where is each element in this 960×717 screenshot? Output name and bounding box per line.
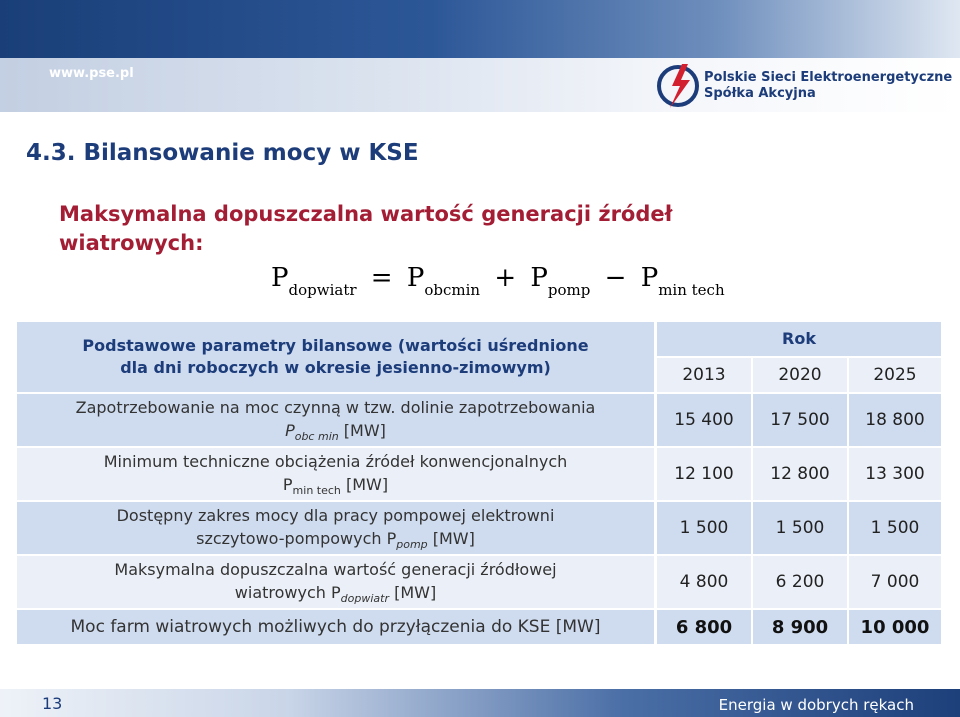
subtitle-line1: Maksymalna dopuszczalna wartość generacji źródeł — [59, 202, 673, 226]
row-label-demand-valley — [17, 394, 654, 446]
summary-value-cell: 8 900 — [753, 610, 847, 644]
lightning-logo-icon — [656, 62, 700, 110]
row-label-unit: [MW] — [338, 421, 386, 440]
formula-lhs-sub: dopwiatr — [288, 281, 357, 299]
row-label-line2 — [117, 527, 555, 552]
value-cell: 15 400 — [657, 394, 751, 446]
company-logo — [656, 60, 956, 112]
summary-value-cell: 10 000 — [849, 610, 941, 644]
formula-equals: = — [370, 263, 393, 293]
value-cell: 1 500 — [753, 502, 847, 554]
value-cell: 12 100 — [657, 448, 751, 500]
year-header-2013: 2013 — [657, 358, 751, 392]
table-row — [17, 394, 941, 446]
row-label-unit: [MW] — [388, 583, 437, 602]
value-cell: 1 500 — [657, 502, 751, 554]
table-header-line2: dla dni roboczych w okresie jesienno-zimowym) — [120, 358, 551, 377]
table-row — [17, 502, 941, 554]
table-summary-row — [17, 610, 941, 644]
formula-term3: P — [640, 263, 659, 293]
value-cell: 18 800 — [849, 394, 941, 446]
table-header-label — [17, 322, 654, 392]
footer-slogan: Energia w dobrych rękach — [718, 696, 914, 714]
row-label-unit: [MW] — [340, 475, 389, 494]
company-name — [704, 70, 952, 102]
table-header-row — [17, 322, 941, 392]
row-label-symbol: wiatrowych P — [234, 583, 341, 602]
value-cell: 12 800 — [753, 448, 847, 500]
formula-term1: P — [406, 263, 425, 293]
formula-minus: − — [604, 263, 627, 293]
formula-lhs: P — [271, 263, 289, 293]
year-group-header — [657, 322, 941, 356]
value-cell: 4 800 — [657, 556, 751, 608]
row-label-subscript: dopwiatr — [340, 592, 389, 605]
company-name-line2: Spółka Akcyjna — [704, 86, 816, 101]
row-label-line1: Zapotrzebowanie na moc czynną w tzw. dolinie zapotrzebowania — [75, 398, 596, 417]
row-label-subscript: pomp — [396, 538, 428, 551]
row-label-min-tech — [17, 448, 654, 500]
value-cell: 6 200 — [753, 556, 847, 608]
formula-term2-sub: pomp — [547, 281, 591, 299]
value-cell: 13 300 — [849, 448, 941, 500]
header-strip — [0, 0, 960, 58]
value-cell: 1 500 — [849, 502, 941, 554]
row-label-symbol: P — [285, 421, 295, 440]
page-number: 13 — [42, 694, 63, 713]
year-group-label: Rok — [782, 329, 816, 348]
formula-term1-sub: obcmin — [424, 281, 481, 299]
row-label-line1: Minimum techniczne obciążenia źródeł konwencjonalnych — [103, 452, 568, 471]
row-label-max-wind — [17, 556, 654, 608]
table-header-line1: Podstawowe parametry bilansowe (wartości uśrednione — [82, 336, 589, 355]
year-header-2025: 2025 — [849, 358, 941, 392]
summary-value-cell: 6 800 — [657, 610, 751, 644]
row-label-line1: Dostępny zakres mocy dla pracy pompowej elektrowni — [116, 506, 555, 525]
row-label-symbol: P — [282, 475, 293, 494]
row-label-symbol: szczytowo-pompowych P — [196, 529, 397, 548]
table-row — [17, 556, 941, 608]
summary-label-text: Moc farm wiatrowych możliwych do przyłączenia do KSE [MW] — [70, 616, 601, 637]
value-cell: 7 000 — [849, 556, 941, 608]
formula-term2: P — [530, 263, 548, 293]
row-label-subscript: min tech — [292, 484, 341, 497]
formula-term3-sub: min tech — [658, 281, 725, 299]
row-label-line2 — [104, 473, 568, 498]
row-label-unit: [MW] — [427, 529, 475, 548]
website-url[interactable]: www.pse.pl — [49, 66, 134, 81]
row-label-pump — [17, 502, 654, 554]
subtitle-line2: wiatrowych: — [59, 231, 204, 255]
slide-subtitle — [59, 200, 859, 258]
table-row — [17, 448, 941, 500]
formula — [271, 263, 725, 299]
value-cell: 17 500 — [753, 394, 847, 446]
slide-title: 4.3. Bilansowanie mocy w KSE — [26, 140, 419, 166]
row-label-line1: Maksymalna dopuszczalna wartość generacji źródłowej — [114, 560, 557, 579]
year-header-2020: 2020 — [753, 358, 847, 392]
row-label-line2 — [114, 581, 556, 606]
summary-label — [17, 610, 654, 644]
row-label-subscript: obc min — [294, 430, 339, 443]
company-name-line1: Polskie Sieci Elektroenergetyczne — [704, 70, 953, 85]
formula-plus: + — [494, 263, 517, 293]
row-label-line2 — [76, 419, 596, 444]
